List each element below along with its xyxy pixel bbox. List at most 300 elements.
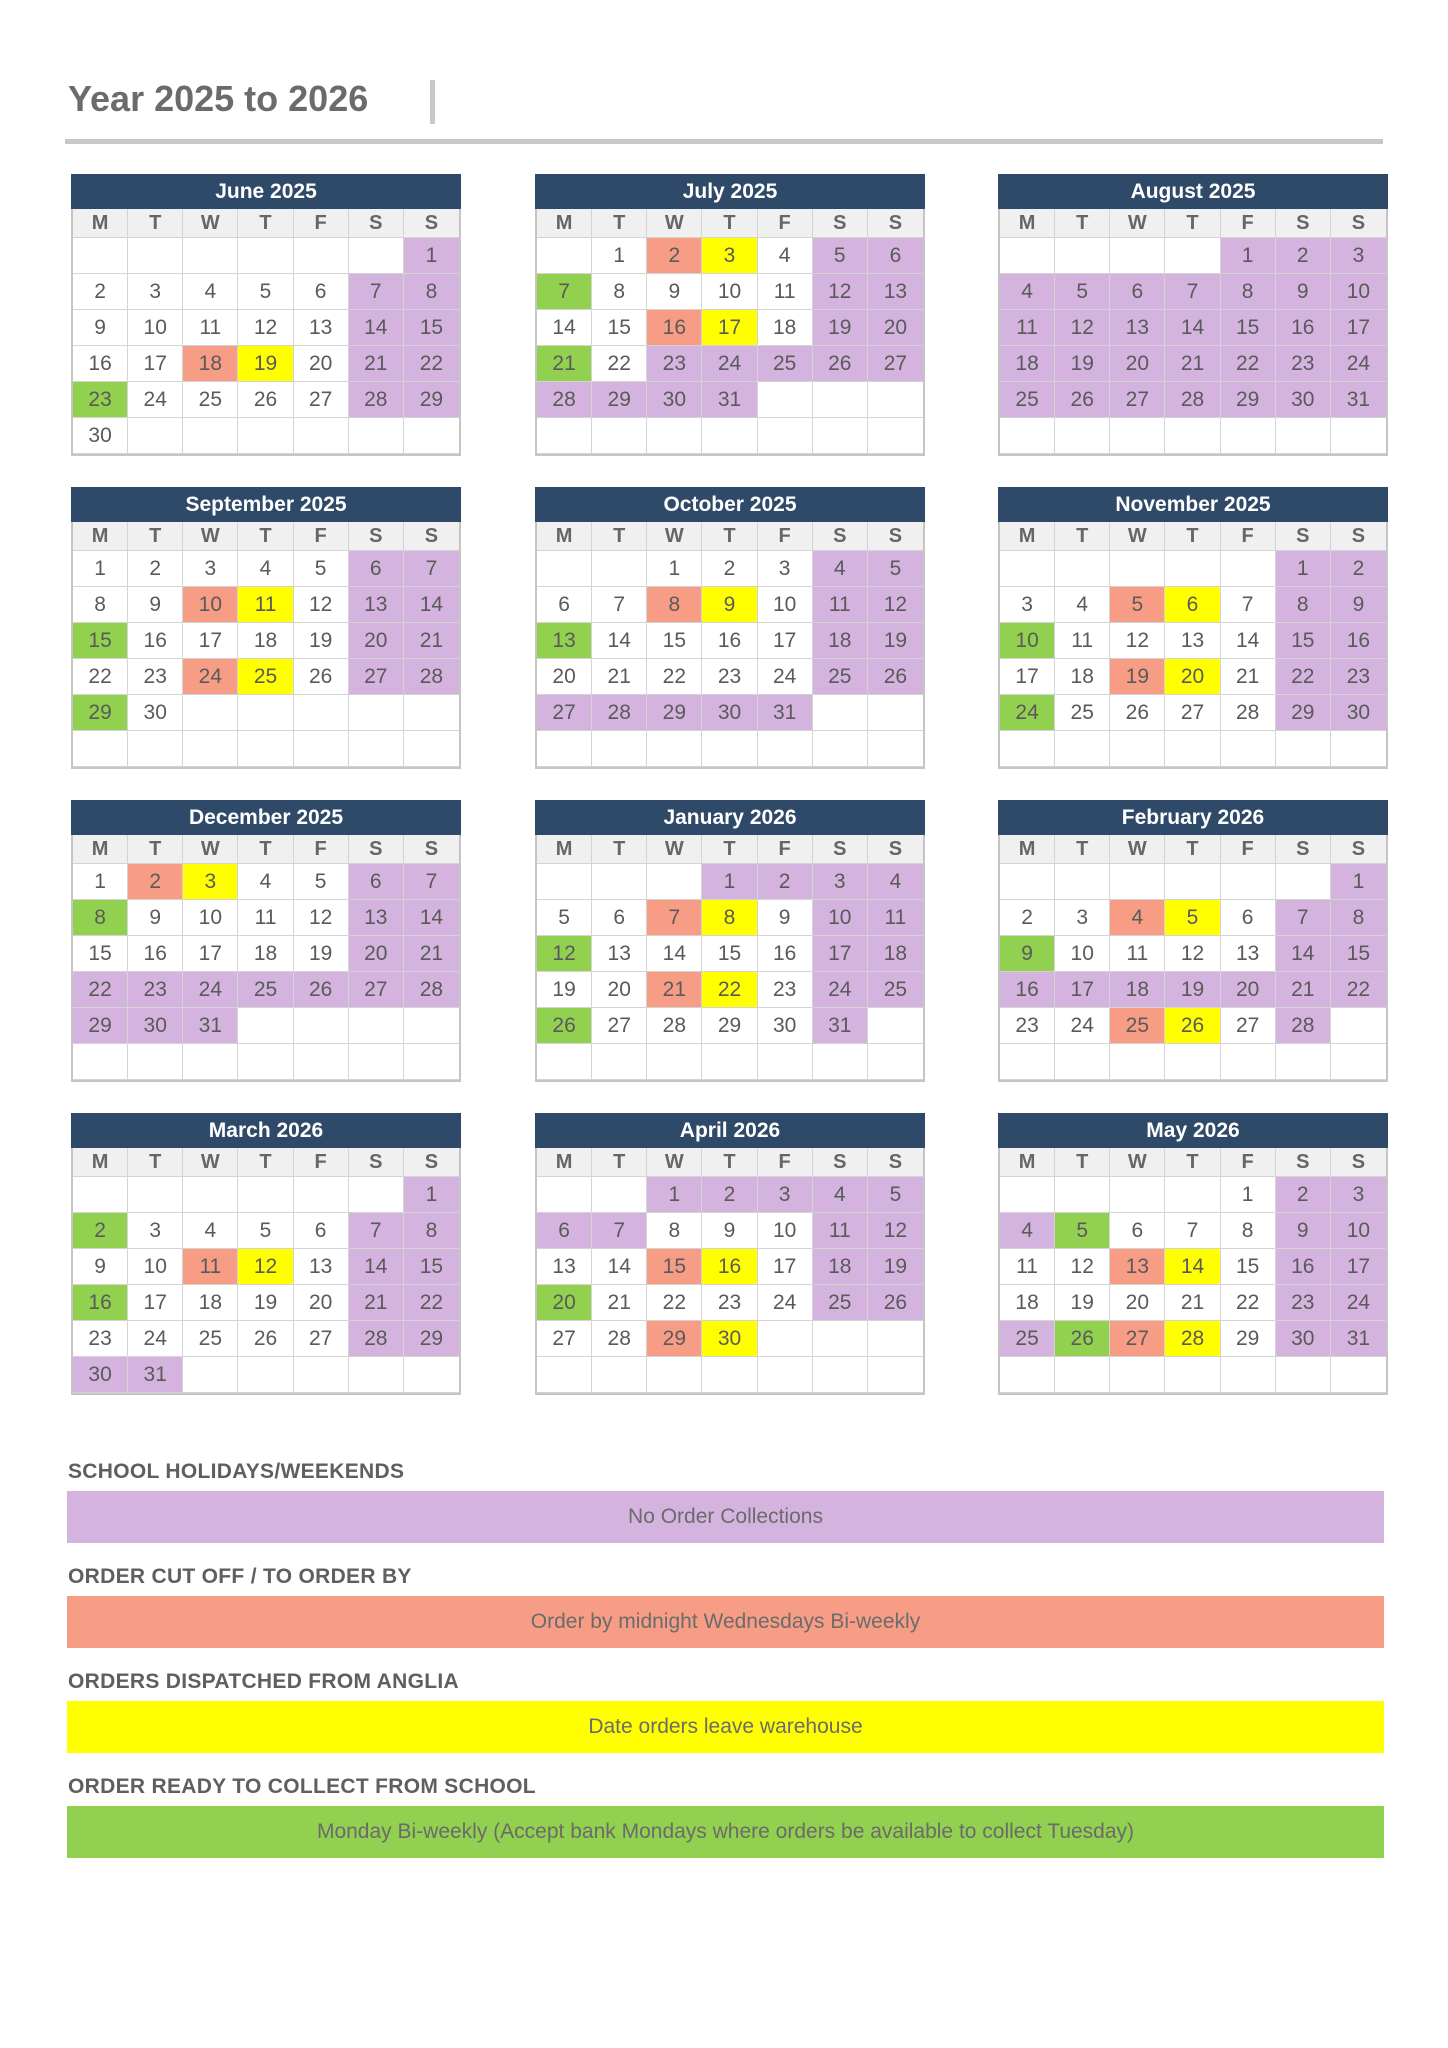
empty-day-cell	[1000, 1177, 1055, 1213]
month-title: July 2025	[535, 174, 925, 209]
day-cell: 27	[294, 382, 349, 418]
day-cell: 30	[1276, 1321, 1331, 1357]
day-cell: 27	[1165, 695, 1220, 731]
day-cell: 4	[813, 551, 868, 587]
empty-day-cell	[1221, 551, 1276, 587]
month-calendar	[535, 1113, 925, 1395]
day-cell: 14	[1221, 623, 1276, 659]
day-cell: 7	[592, 1213, 647, 1249]
month-title: May 2026	[998, 1113, 1388, 1148]
month-title: December 2025	[71, 800, 461, 835]
day-cell: 3	[1055, 900, 1110, 936]
month-title: March 2026	[71, 1113, 461, 1148]
day-cell: 24	[702, 346, 757, 382]
weekday-header: F	[758, 522, 813, 551]
day-cell: 31	[813, 1008, 868, 1044]
day-cell: 2	[128, 551, 183, 587]
empty-day-cell	[813, 695, 868, 731]
weekday-header: S	[1331, 522, 1386, 551]
day-cell: 9	[1331, 587, 1386, 623]
day-cell: 13	[1165, 623, 1220, 659]
day-cell: 21	[349, 1285, 404, 1321]
weekday-header: M	[537, 1148, 592, 1177]
month-title: June 2025	[71, 174, 461, 209]
day-cell: 23	[1276, 1285, 1331, 1321]
weekday-header: M	[1000, 1148, 1055, 1177]
legend-dispatch-title: ORDERS DISPATCHED FROM ANGLIA	[68, 1670, 459, 1693]
day-cell: 22	[404, 1285, 459, 1321]
day-cell: 19	[537, 972, 592, 1008]
day-cell: 7	[349, 274, 404, 310]
empty-day-cell	[1000, 1357, 1055, 1393]
day-cell: 17	[702, 310, 757, 346]
day-cell: 11	[868, 900, 923, 936]
day-cell: 20	[1165, 659, 1220, 695]
empty-day-cell	[1165, 1044, 1220, 1080]
day-cell: 21	[592, 659, 647, 695]
day-cell: 1	[1276, 551, 1331, 587]
day-cell: 22	[1331, 972, 1386, 1008]
day-cell: 10	[183, 900, 238, 936]
day-cell: 4	[1055, 587, 1110, 623]
day-cell: 8	[73, 587, 128, 623]
weekday-header: F	[1221, 835, 1276, 864]
weekday-header: W	[183, 522, 238, 551]
weekday-header: M	[1000, 522, 1055, 551]
day-cell: 19	[238, 1285, 293, 1321]
day-cell: 5	[238, 274, 293, 310]
legend-cutoff-title: ORDER CUT OFF / TO ORDER BY	[68, 1565, 412, 1588]
weekday-header: T	[238, 209, 293, 238]
day-cell: 1	[647, 551, 702, 587]
day-cell: 12	[238, 310, 293, 346]
day-cell: 6	[537, 587, 592, 623]
empty-day-cell	[1000, 1044, 1055, 1080]
empty-day-cell	[1055, 1044, 1110, 1080]
day-cell: 28	[1221, 695, 1276, 731]
weekday-header: W	[183, 835, 238, 864]
weekday-header: S	[1276, 1148, 1331, 1177]
day-cell: 21	[404, 623, 459, 659]
empty-day-cell	[647, 864, 702, 900]
empty-day-cell	[702, 731, 757, 767]
day-cell: 22	[1276, 659, 1331, 695]
empty-day-cell	[537, 731, 592, 767]
day-cell: 1	[73, 551, 128, 587]
day-cell: 26	[294, 972, 349, 1008]
day-cell: 25	[183, 382, 238, 418]
weekday-header: S	[404, 209, 459, 238]
day-cell: 15	[404, 310, 459, 346]
day-cell: 23	[73, 382, 128, 418]
day-cell: 28	[592, 695, 647, 731]
day-cell: 29	[647, 695, 702, 731]
page-title: Year 2025 to 2026	[68, 78, 369, 119]
legend-cutoff-bar: Order by midnight Wednesdays Bi-weekly	[67, 1596, 1384, 1648]
day-cell: 18	[1000, 346, 1055, 382]
day-cell: 2	[702, 551, 757, 587]
weekday-header: S	[404, 522, 459, 551]
day-cell: 15	[647, 1249, 702, 1285]
day-cell: 13	[537, 623, 592, 659]
day-cell: 24	[183, 659, 238, 695]
weekday-header: S	[404, 835, 459, 864]
day-cell: 13	[294, 1249, 349, 1285]
empty-day-cell	[1000, 551, 1055, 587]
month-title: August 2025	[998, 174, 1388, 209]
day-cell: 21	[1221, 659, 1276, 695]
empty-day-cell	[1221, 731, 1276, 767]
day-cell: 8	[1331, 900, 1386, 936]
weekday-header: F	[1221, 522, 1276, 551]
month-title: April 2026	[535, 1113, 925, 1148]
day-cell: 22	[1221, 346, 1276, 382]
day-cell: 7	[404, 864, 459, 900]
empty-day-cell	[1221, 418, 1276, 454]
day-cell: 29	[1221, 1321, 1276, 1357]
day-cell: 24	[1000, 695, 1055, 731]
weekday-header: S	[1276, 522, 1331, 551]
day-cell: 29	[592, 382, 647, 418]
day-cell: 24	[183, 972, 238, 1008]
weekday-header: S	[813, 522, 868, 551]
day-cell: 5	[294, 864, 349, 900]
empty-day-cell	[702, 418, 757, 454]
day-cell: 15	[647, 623, 702, 659]
title-divider-bar	[430, 80, 435, 124]
empty-day-cell	[238, 238, 293, 274]
empty-day-cell	[758, 1321, 813, 1357]
empty-day-cell	[647, 1044, 702, 1080]
day-cell: 17	[1331, 1249, 1386, 1285]
day-cell: 16	[73, 346, 128, 382]
day-cell: 12	[238, 1249, 293, 1285]
day-cell: 7	[1165, 274, 1220, 310]
empty-day-cell	[758, 1044, 813, 1080]
day-cell: 23	[73, 1321, 128, 1357]
empty-day-cell	[294, 1357, 349, 1393]
day-cell: 8	[647, 1213, 702, 1249]
day-cell: 11	[758, 274, 813, 310]
day-cell: 22	[1221, 1285, 1276, 1321]
day-cell: 26	[238, 1321, 293, 1357]
day-cell: 5	[1110, 587, 1165, 623]
weekday-header: T	[592, 522, 647, 551]
month-calendar	[535, 487, 925, 769]
empty-day-cell	[592, 864, 647, 900]
day-cell: 13	[1221, 936, 1276, 972]
day-cell: 16	[702, 1249, 757, 1285]
day-cell: 27	[537, 695, 592, 731]
day-cell: 30	[73, 1357, 128, 1393]
day-cell: 26	[1110, 695, 1165, 731]
empty-day-cell	[592, 1357, 647, 1393]
day-cell: 30	[128, 1008, 183, 1044]
day-cell: 12	[1110, 623, 1165, 659]
empty-day-cell	[1165, 418, 1220, 454]
day-cell: 21	[1276, 972, 1331, 1008]
day-cell: 8	[73, 900, 128, 936]
day-cell: 15	[1221, 310, 1276, 346]
day-cell: 4	[1110, 900, 1165, 936]
weekday-header: T	[238, 522, 293, 551]
weekday-header: M	[1000, 209, 1055, 238]
day-cell: 2	[1276, 238, 1331, 274]
weekday-header: S	[1331, 209, 1386, 238]
weekday-header: S	[868, 522, 923, 551]
day-cell: 17	[128, 1285, 183, 1321]
day-cell: 7	[647, 900, 702, 936]
day-cell: 14	[592, 1249, 647, 1285]
empty-day-cell	[128, 1177, 183, 1213]
weekday-header: F	[1221, 1148, 1276, 1177]
day-cell: 19	[1055, 346, 1110, 382]
title-underline	[65, 139, 1383, 144]
day-cell: 22	[647, 1285, 702, 1321]
day-cell: 11	[183, 310, 238, 346]
month-calendar	[998, 174, 1388, 456]
day-cell: 23	[1276, 346, 1331, 382]
empty-day-cell	[758, 1357, 813, 1393]
day-cell: 28	[404, 972, 459, 1008]
weekday-header: T	[702, 1148, 757, 1177]
day-cell: 11	[238, 900, 293, 936]
empty-day-cell	[1110, 864, 1165, 900]
day-cell: 5	[868, 551, 923, 587]
day-cell: 22	[73, 659, 128, 695]
weekday-header: T	[128, 209, 183, 238]
day-cell: 10	[183, 587, 238, 623]
day-cell: 17	[813, 936, 868, 972]
day-cell: 20	[592, 972, 647, 1008]
day-cell: 25	[1110, 1008, 1165, 1044]
day-cell: 26	[1055, 1321, 1110, 1357]
weekday-header: T	[702, 522, 757, 551]
day-cell: 5	[1055, 1213, 1110, 1249]
day-cell: 18	[1110, 972, 1165, 1008]
day-cell: 1	[1221, 238, 1276, 274]
day-cell: 4	[1000, 274, 1055, 310]
day-cell: 4	[238, 551, 293, 587]
day-cell: 2	[1276, 1177, 1331, 1213]
day-cell: 7	[1165, 1213, 1220, 1249]
day-cell: 24	[1331, 1285, 1386, 1321]
day-cell: 6	[1110, 1213, 1165, 1249]
empty-day-cell	[1165, 864, 1220, 900]
day-cell: 28	[349, 382, 404, 418]
weekday-header: M	[537, 835, 592, 864]
day-cell: 6	[537, 1213, 592, 1249]
day-cell: 7	[349, 1213, 404, 1249]
weekday-header: T	[702, 835, 757, 864]
weekday-header: T	[1165, 209, 1220, 238]
day-cell: 10	[1000, 623, 1055, 659]
day-cell: 16	[758, 936, 813, 972]
empty-day-cell	[813, 1044, 868, 1080]
day-cell: 5	[537, 900, 592, 936]
day-cell: 2	[702, 1177, 757, 1213]
day-cell: 19	[1165, 972, 1220, 1008]
day-cell: 31	[758, 695, 813, 731]
empty-day-cell	[813, 1321, 868, 1357]
empty-day-cell	[238, 731, 293, 767]
day-cell: 8	[592, 274, 647, 310]
month-calendar	[71, 174, 461, 456]
day-cell: 20	[349, 936, 404, 972]
day-cell: 15	[1221, 1249, 1276, 1285]
empty-day-cell	[592, 1177, 647, 1213]
day-cell: 1	[647, 1177, 702, 1213]
day-cell: 16	[128, 623, 183, 659]
day-cell: 8	[1221, 274, 1276, 310]
weekday-header: W	[183, 1148, 238, 1177]
day-cell: 10	[702, 274, 757, 310]
day-cell: 12	[868, 1213, 923, 1249]
day-cell: 9	[1276, 274, 1331, 310]
empty-day-cell	[238, 1177, 293, 1213]
empty-day-cell	[404, 1357, 459, 1393]
weekday-header: W	[647, 522, 702, 551]
empty-day-cell	[238, 1357, 293, 1393]
empty-day-cell	[647, 418, 702, 454]
day-cell: 30	[1276, 382, 1331, 418]
empty-day-cell	[73, 1177, 128, 1213]
day-cell: 1	[1221, 1177, 1276, 1213]
day-cell: 20	[868, 310, 923, 346]
day-cell: 5	[294, 551, 349, 587]
empty-day-cell	[592, 418, 647, 454]
weekday-header: T	[592, 835, 647, 864]
day-cell: 12	[294, 587, 349, 623]
weekday-header: T	[1165, 522, 1220, 551]
empty-day-cell	[647, 731, 702, 767]
empty-day-cell	[1110, 1357, 1165, 1393]
empty-day-cell	[404, 418, 459, 454]
day-cell: 30	[73, 418, 128, 454]
day-cell: 4	[183, 274, 238, 310]
empty-day-cell	[537, 418, 592, 454]
month-title: January 2026	[535, 800, 925, 835]
day-cell: 8	[702, 900, 757, 936]
empty-day-cell	[1276, 1357, 1331, 1393]
day-cell: 15	[1331, 936, 1386, 972]
day-cell: 10	[128, 1249, 183, 1285]
weekday-header: S	[349, 1148, 404, 1177]
day-cell: 19	[868, 623, 923, 659]
day-cell: 31	[1331, 382, 1386, 418]
day-cell: 9	[702, 1213, 757, 1249]
weekday-header: S	[868, 1148, 923, 1177]
day-cell: 2	[1000, 900, 1055, 936]
empty-day-cell	[1165, 731, 1220, 767]
day-cell: 31	[183, 1008, 238, 1044]
day-cell: 12	[813, 274, 868, 310]
day-cell: 11	[238, 587, 293, 623]
day-cell: 29	[1276, 695, 1331, 731]
weekday-header: S	[404, 1148, 459, 1177]
empty-day-cell	[349, 1044, 404, 1080]
day-cell: 25	[813, 1285, 868, 1321]
day-cell: 7	[537, 274, 592, 310]
day-cell: 12	[1165, 936, 1220, 972]
day-cell: 6	[1221, 900, 1276, 936]
day-cell: 3	[1000, 587, 1055, 623]
day-cell: 23	[758, 972, 813, 1008]
day-cell: 27	[868, 346, 923, 382]
day-cell: 31	[128, 1357, 183, 1393]
weekday-header: W	[183, 209, 238, 238]
empty-day-cell	[404, 731, 459, 767]
weekday-header: T	[592, 209, 647, 238]
day-cell: 26	[238, 382, 293, 418]
day-cell: 30	[702, 695, 757, 731]
day-cell: 31	[702, 382, 757, 418]
day-cell: 3	[1331, 238, 1386, 274]
month-calendar	[535, 800, 925, 1082]
day-cell: 4	[238, 864, 293, 900]
empty-day-cell	[349, 1177, 404, 1213]
day-cell: 3	[183, 864, 238, 900]
empty-day-cell	[1000, 731, 1055, 767]
day-cell: 22	[404, 346, 459, 382]
day-cell: 8	[404, 274, 459, 310]
weekday-header: S	[868, 835, 923, 864]
weekday-header: W	[1110, 835, 1165, 864]
empty-day-cell	[537, 1044, 592, 1080]
day-cell: 6	[868, 238, 923, 274]
day-cell: 25	[238, 659, 293, 695]
day-cell: 8	[647, 587, 702, 623]
empty-day-cell	[238, 1008, 293, 1044]
empty-day-cell	[758, 418, 813, 454]
day-cell: 24	[1055, 1008, 1110, 1044]
day-cell: 18	[183, 346, 238, 382]
empty-day-cell	[868, 382, 923, 418]
day-cell: 1	[592, 238, 647, 274]
day-cell: 2	[647, 238, 702, 274]
empty-day-cell	[1276, 864, 1331, 900]
day-cell: 29	[702, 1008, 757, 1044]
empty-day-cell	[758, 731, 813, 767]
day-cell: 26	[868, 1285, 923, 1321]
day-cell: 14	[1165, 310, 1220, 346]
day-cell: 5	[1165, 900, 1220, 936]
day-cell: 19	[1110, 659, 1165, 695]
empty-day-cell	[404, 1008, 459, 1044]
empty-day-cell	[813, 1357, 868, 1393]
day-cell: 12	[537, 936, 592, 972]
day-cell: 27	[349, 659, 404, 695]
weekday-header: S	[349, 835, 404, 864]
day-cell: 3	[702, 238, 757, 274]
empty-day-cell	[868, 731, 923, 767]
day-cell: 8	[1276, 587, 1331, 623]
day-cell: 24	[128, 1321, 183, 1357]
day-cell: 21	[1165, 1285, 1220, 1321]
day-cell: 10	[758, 587, 813, 623]
empty-day-cell	[537, 551, 592, 587]
day-cell: 3	[813, 864, 868, 900]
day-cell: 6	[1110, 274, 1165, 310]
empty-day-cell	[73, 731, 128, 767]
day-cell: 7	[592, 587, 647, 623]
day-cell: 1	[404, 238, 459, 274]
weekday-header: M	[73, 835, 128, 864]
day-cell: 18	[238, 936, 293, 972]
day-cell: 20	[294, 346, 349, 382]
day-cell: 9	[1276, 1213, 1331, 1249]
weekday-header: W	[1110, 1148, 1165, 1177]
